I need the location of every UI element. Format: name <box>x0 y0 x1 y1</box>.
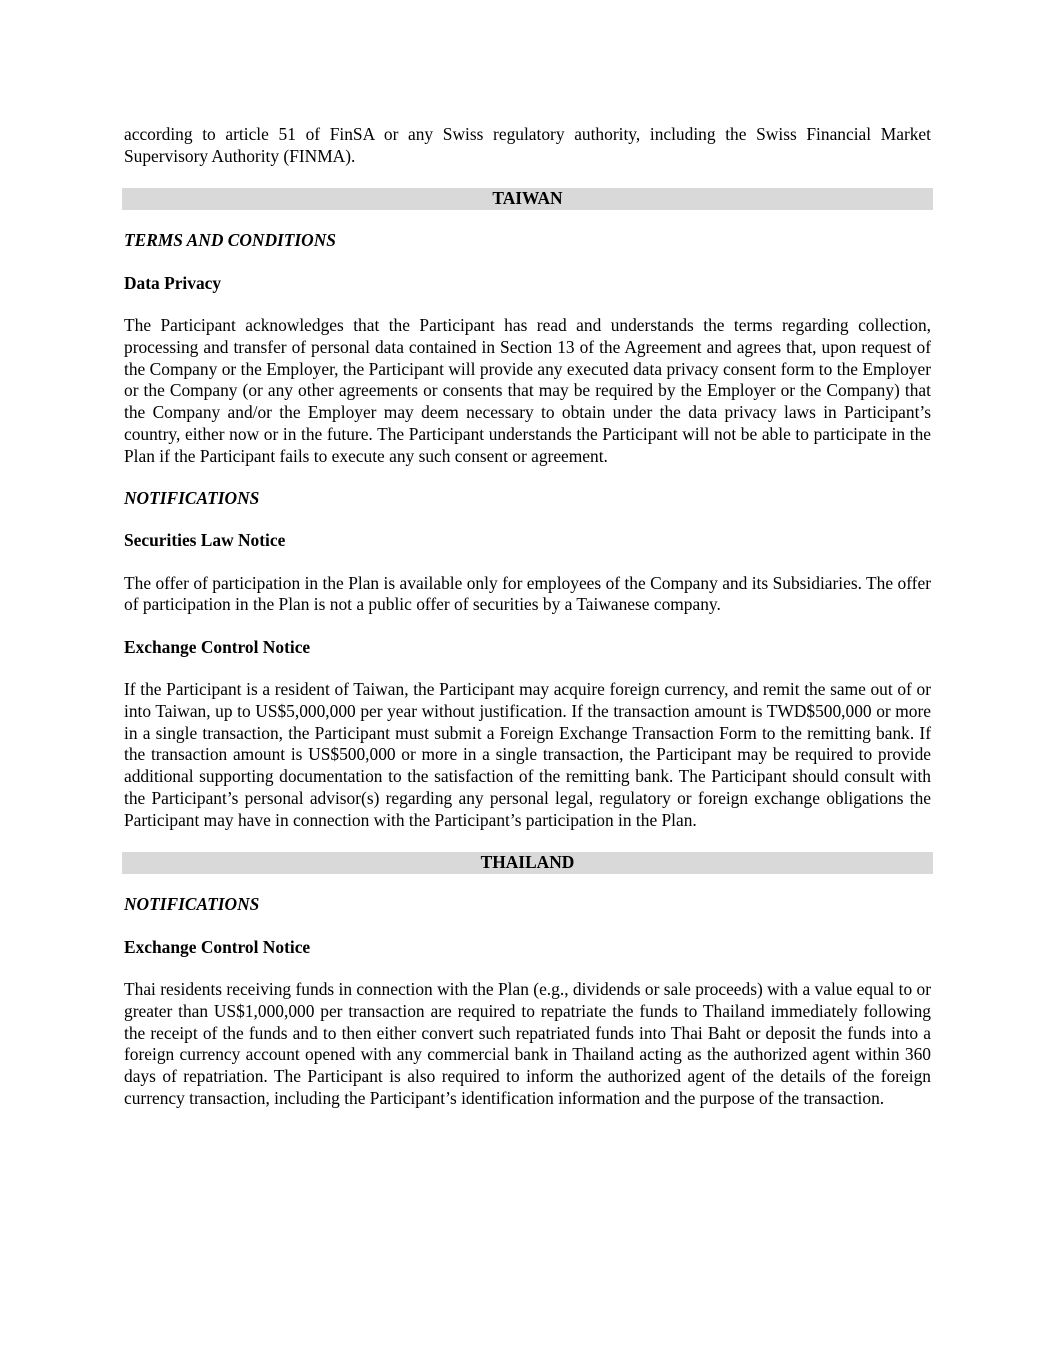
taiwan-securities-paragraph: The offer of participation in the Plan is available only for employees of the Company and its Subsidiaries. The offer of participation in the Plan is not a public offer of securities by a Taiwanese company. <box>124 572 931 615</box>
thailand-notifications-heading: NOTIFICATIONS <box>124 894 260 915</box>
document-page <box>124 124 931 1130</box>
taiwan-terms-heading: TERMS AND CONDITIONS <box>124 230 336 251</box>
thailand-exchange-heading: Exchange Control Notice <box>124 936 311 957</box>
country-header-thailand: THAILAND <box>122 852 933 874</box>
country-header-taiwan: TAIWAN <box>122 188 933 210</box>
thailand-exchange-paragraph: Thai residents receiving funds in connection with the Plan (e.g., dividends or sale proceeds) with a value equal to or greater than US$1,000,000 per transaction are required to repatriate the funds to Thailand immediately following the receipt of the funds and to then either convert such repatriated funds into Thai Baht or deposit the funds into a foreign currency account opened with any commercial bank in Thailand acting as the authorized agent within 360 days of repatriation. The Participant is also required to inform the authorized agent of the details of the foreign currency transaction, including the Participant’s identification information and the purpose of the transaction. <box>124 979 931 1108</box>
taiwan-securities-heading: Securities Law Notice <box>124 530 286 551</box>
taiwan-data-privacy-heading: Data Privacy <box>124 272 222 293</box>
taiwan-notifications-heading: NOTIFICATIONS <box>124 488 260 509</box>
taiwan-data-privacy-paragraph: The Participant acknowledges that the Participant has read and understands the terms regarding collection, processing and transfer of personal data contained in Section 13 of the Agreement and agrees that, upon request of the Company or the Employer, the Participant will provide any executed data privacy consent form to the Employer or the Company (or any other agreements or consents that may be required by the Employer or the Company) that the Company and/or the Employer may deem necessary to obtain under the data privacy laws in Participant’s country, either now or in the future. The Participant understands the Participant will not be able to participate in the Plan if the Participant fails to execute any such consent or agreement. <box>124 314 931 466</box>
intro-paragraph: according to article 51 of FinSA or any Swiss regulatory authority, including the Swiss Financial Market Supervisory Authority (FINMA). <box>124 124 931 166</box>
taiwan-exchange-paragraph: If the Participant is a resident of Taiwan, the Participant may acquire foreign currency, and remit the same out of or into Taiwan, up to US$5,000,000 per year without justification. If the transaction amount is TWD$500,000 or more in a single transaction, the Participant must submit a Foreign Exchange Transaction Form to the remitting bank. If the transaction amount is US$500,000 or more in a single transaction, the Participant may be required to provide additional supporting documentation to the satisfaction of the remitting bank. The Participant should consult with the Participant’s personal advisor(s) regarding any personal legal, regulatory or foreign exchange obligations the Participant may have in connection with the Participant’s participation in the Plan. <box>124 679 931 830</box>
taiwan-exchange-heading: Exchange Control Notice <box>124 636 311 657</box>
